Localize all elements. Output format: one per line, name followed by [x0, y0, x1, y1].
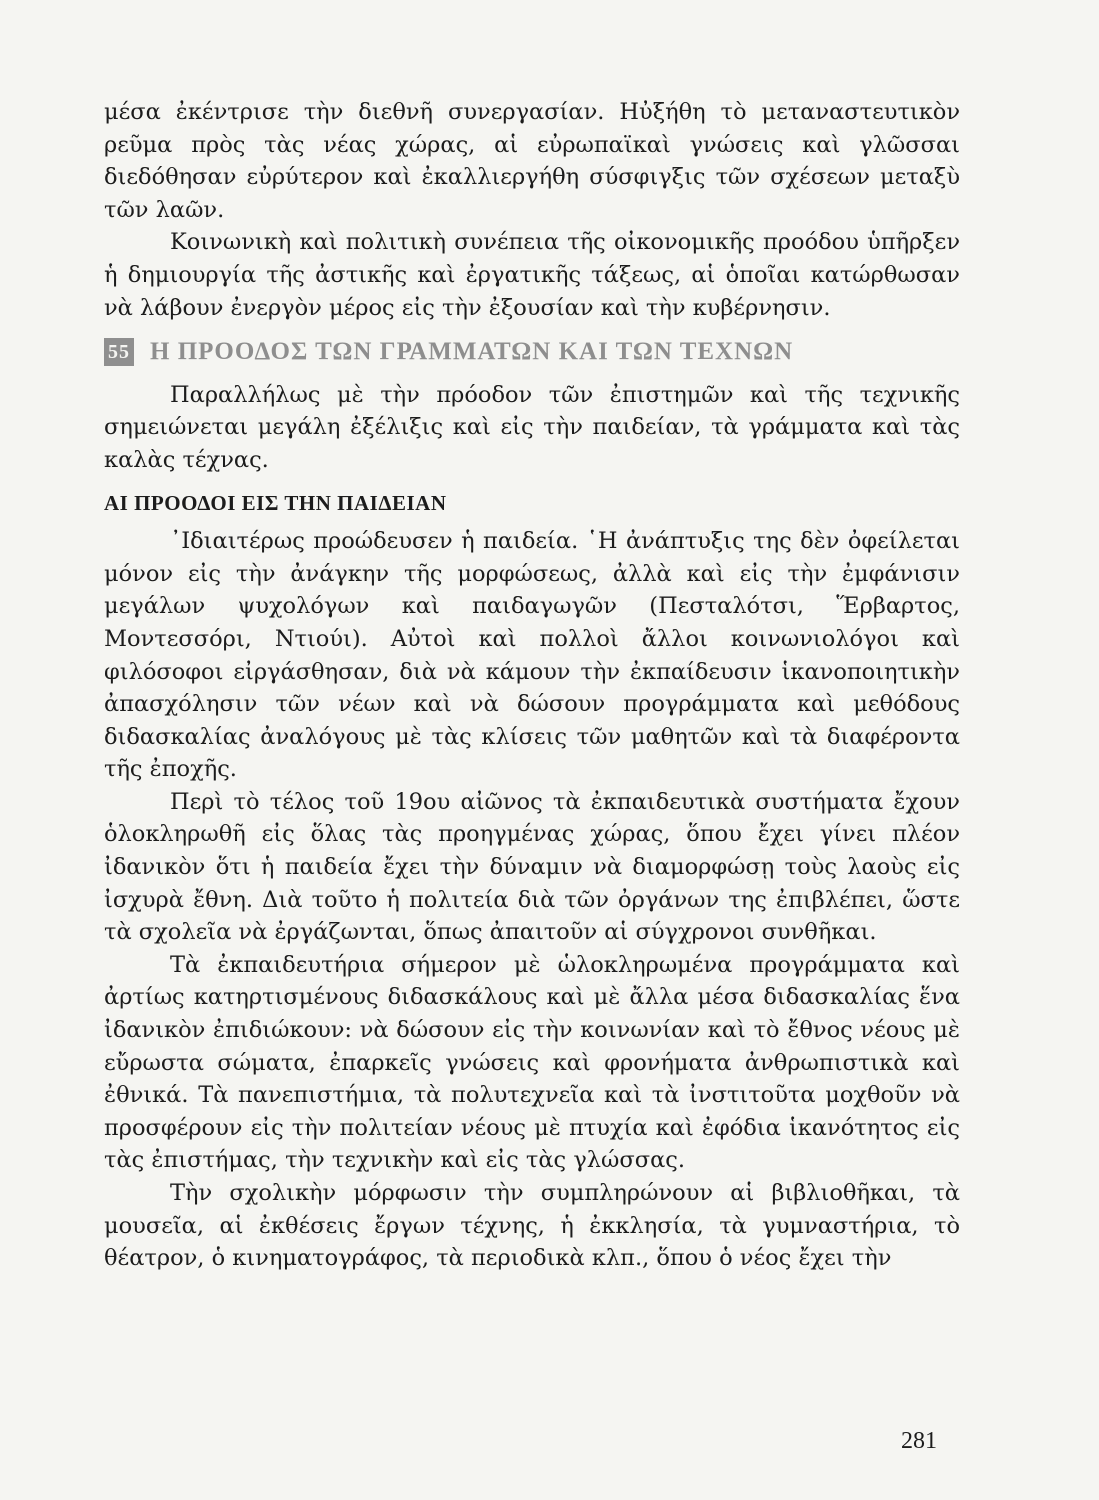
paragraph-6: Τὴν σχολικὴν μόρφωσιν τὴν συμπληρώνουν αἱ βιβλιοθῆκαι, τὰ μουσεῖα, αἱ ἐκθέσεις ἔργων τέχνης, ἡ ἐκκλησία, τὰ γυμναστήρια, τὸ θέατρον, ὁ κινηματογράφος, τὰ περιοδικὰ κλπ., ὅπου ὁ νέος ἔχει τὴν — [104, 1180, 960, 1272]
paragraph-3: ᾿Ιδιαιτέρως προώδευσεν ἡ παιδεία. ῾Η ἀνάπτυξις της δὲν ὀφείλεται μόνον εἰς τὴν ἀνάγκην τῆς μορφώσεως, ἀλλὰ καὶ εἰς τὴν ἐμφάνισιν μεγάλων ψυχολόγων καὶ παιδαγωγῶν (Πεσταλότσι, Ἕρβαρτος, Μοντεσσόρι, Ντιούι). Αὐτοὶ καὶ πολλοὶ ἄλλοι κοινωνιολόγοι καὶ φιλόσοφοι εἰργάσθησαν, διὰ νὰ κάμουν τὴν ἐκπαίδευσιν ἱκανοποιητικὴν ἀπασχόλησιν τῶν νέων καὶ νὰ δώσουν προγράμματα καὶ μεθόδους διδασκαλίας ἀναλόγους μὲ τὰς κλίσεις τῶν μαθητῶν καὶ τὰ διαφέροντα τῆς ἐποχῆς. — [104, 528, 960, 783]
section-title: Η ΠΡΟΟΔΟΣ ΤΩΝ ΓΡΑΜΜΑΤΩΝ ΚΑΙ ΤΩΝ ΤΕΧΝΩΝ — [150, 338, 794, 366]
paragraph-2: Κοινωνικὴ καὶ πολιτικὴ συνέπεια τῆς οἰκονομικῆς προόδου ὑπῆρξεν ἡ δημιουργία τῆς ἀστικῆς καὶ ἐργατικῆς τάξεως, αἱ ὁποῖαι κατώρθωσαν νὰ λάβουν ἐνεργὸν μέρος εἰς τὴν ἐξουσίαν καὶ τὴν κυβέρνησιν. — [104, 229, 960, 321]
section-number-badge: 55 — [104, 338, 134, 366]
section-heading — [104, 336, 960, 369]
paragraph-5: Τὰ ἐκπαιδευτήρια σήμερον μὲ ὡλοκληρωμένα προγράμματα καὶ ἀρτίως κατηρτισμένους διδασκάλους καὶ μὲ ἄλλα μέσα διδασκαλίας ἕνα ἰδανικὸν ἐπιδιώκουν: νὰ δώσουν εἰς τὴν κοινωνίαν καὶ τὸ ἔθνος νέους μὲ εὔρωστα σώματα, ἐπαρκεῖς γνώσεις καὶ φρονήματα ἀνθρωπιστικὰ καὶ ἐθνικά. Τὰ πανεπιστήμια, τὰ πολυτεχνεῖα καὶ τὰ ἰνστιτοῦτα μοχθοῦν νὰ προσφέρουν εἰς τὴν πολιτείαν νέους μὲ πτυχία καὶ ἐφόδια ἱκανότητος εἰς τὰς ἐπιστήμας, τὴν τεχνικὴν καὶ εἰς τὰς γλώσσας. — [104, 951, 960, 1174]
paragraph-1: μέσα ἐκέντρισε τὴν διεθνῆ συνεργασίαν. Ηὐξήθη τὸ μεταναστευτικὸν ρεῦμα πρὸς τὰς νέας χώρας, αἱ εὐρωπαϊκαὶ γνώσεις καὶ γλῶσσαι διεδόθησαν εὐρύτερον καὶ ἐκαλλιεργήθη σύσφιγξις τῶν σχέσεων μεταξὺ τῶν λαῶν. — [104, 99, 960, 223]
page-number: 281 — [901, 1428, 937, 1454]
subheading: ΑΙ ΠΡΟΟΔΟΙ ΕΙΣ ΤΗΝ ΠΑΙΔΕΙΑΝ — [104, 490, 447, 515]
section-intro: Παραλλήλως μὲ τὴν πρόοδον τῶν ἐπιστημῶν καὶ τῆς τεχνικῆς σημειώνεται μεγάλη ἐξέλιξις καὶ εἰς τὴν παιδείαν, τὰ γράμματα καὶ τὰς καλὰς τέχνας. — [104, 381, 960, 473]
paragraph-4: Περὶ τὸ τέλος τοῦ 19ου αἰῶνος τὰ ἐκπαιδευτικὰ συστήματα ἔχουν ὁλοκληρωθῆ εἰς ὅλας τὰς προηγμένας χώρας, ὅπου ἔχει γίνει πλέον ἰδανικὸν ὅτι ἡ παιδεία ἔχει τὴν δύναμιν νὰ διαμορφώσῃ τοὺς λαοὺς εἰς ἰσχυρὰ ἔθνη. Διὰ τοῦτο ἡ πολιτεία διὰ τῶν ὀργάνων της ἐπιβλέπει, ὥστε τὰ σχολεῖα νὰ ἐργάζωνται, ὅπως ἀπαιτοῦν αἱ σύγχρονοι συνθῆκαι. — [104, 788, 960, 946]
page-body — [104, 96, 960, 1275]
